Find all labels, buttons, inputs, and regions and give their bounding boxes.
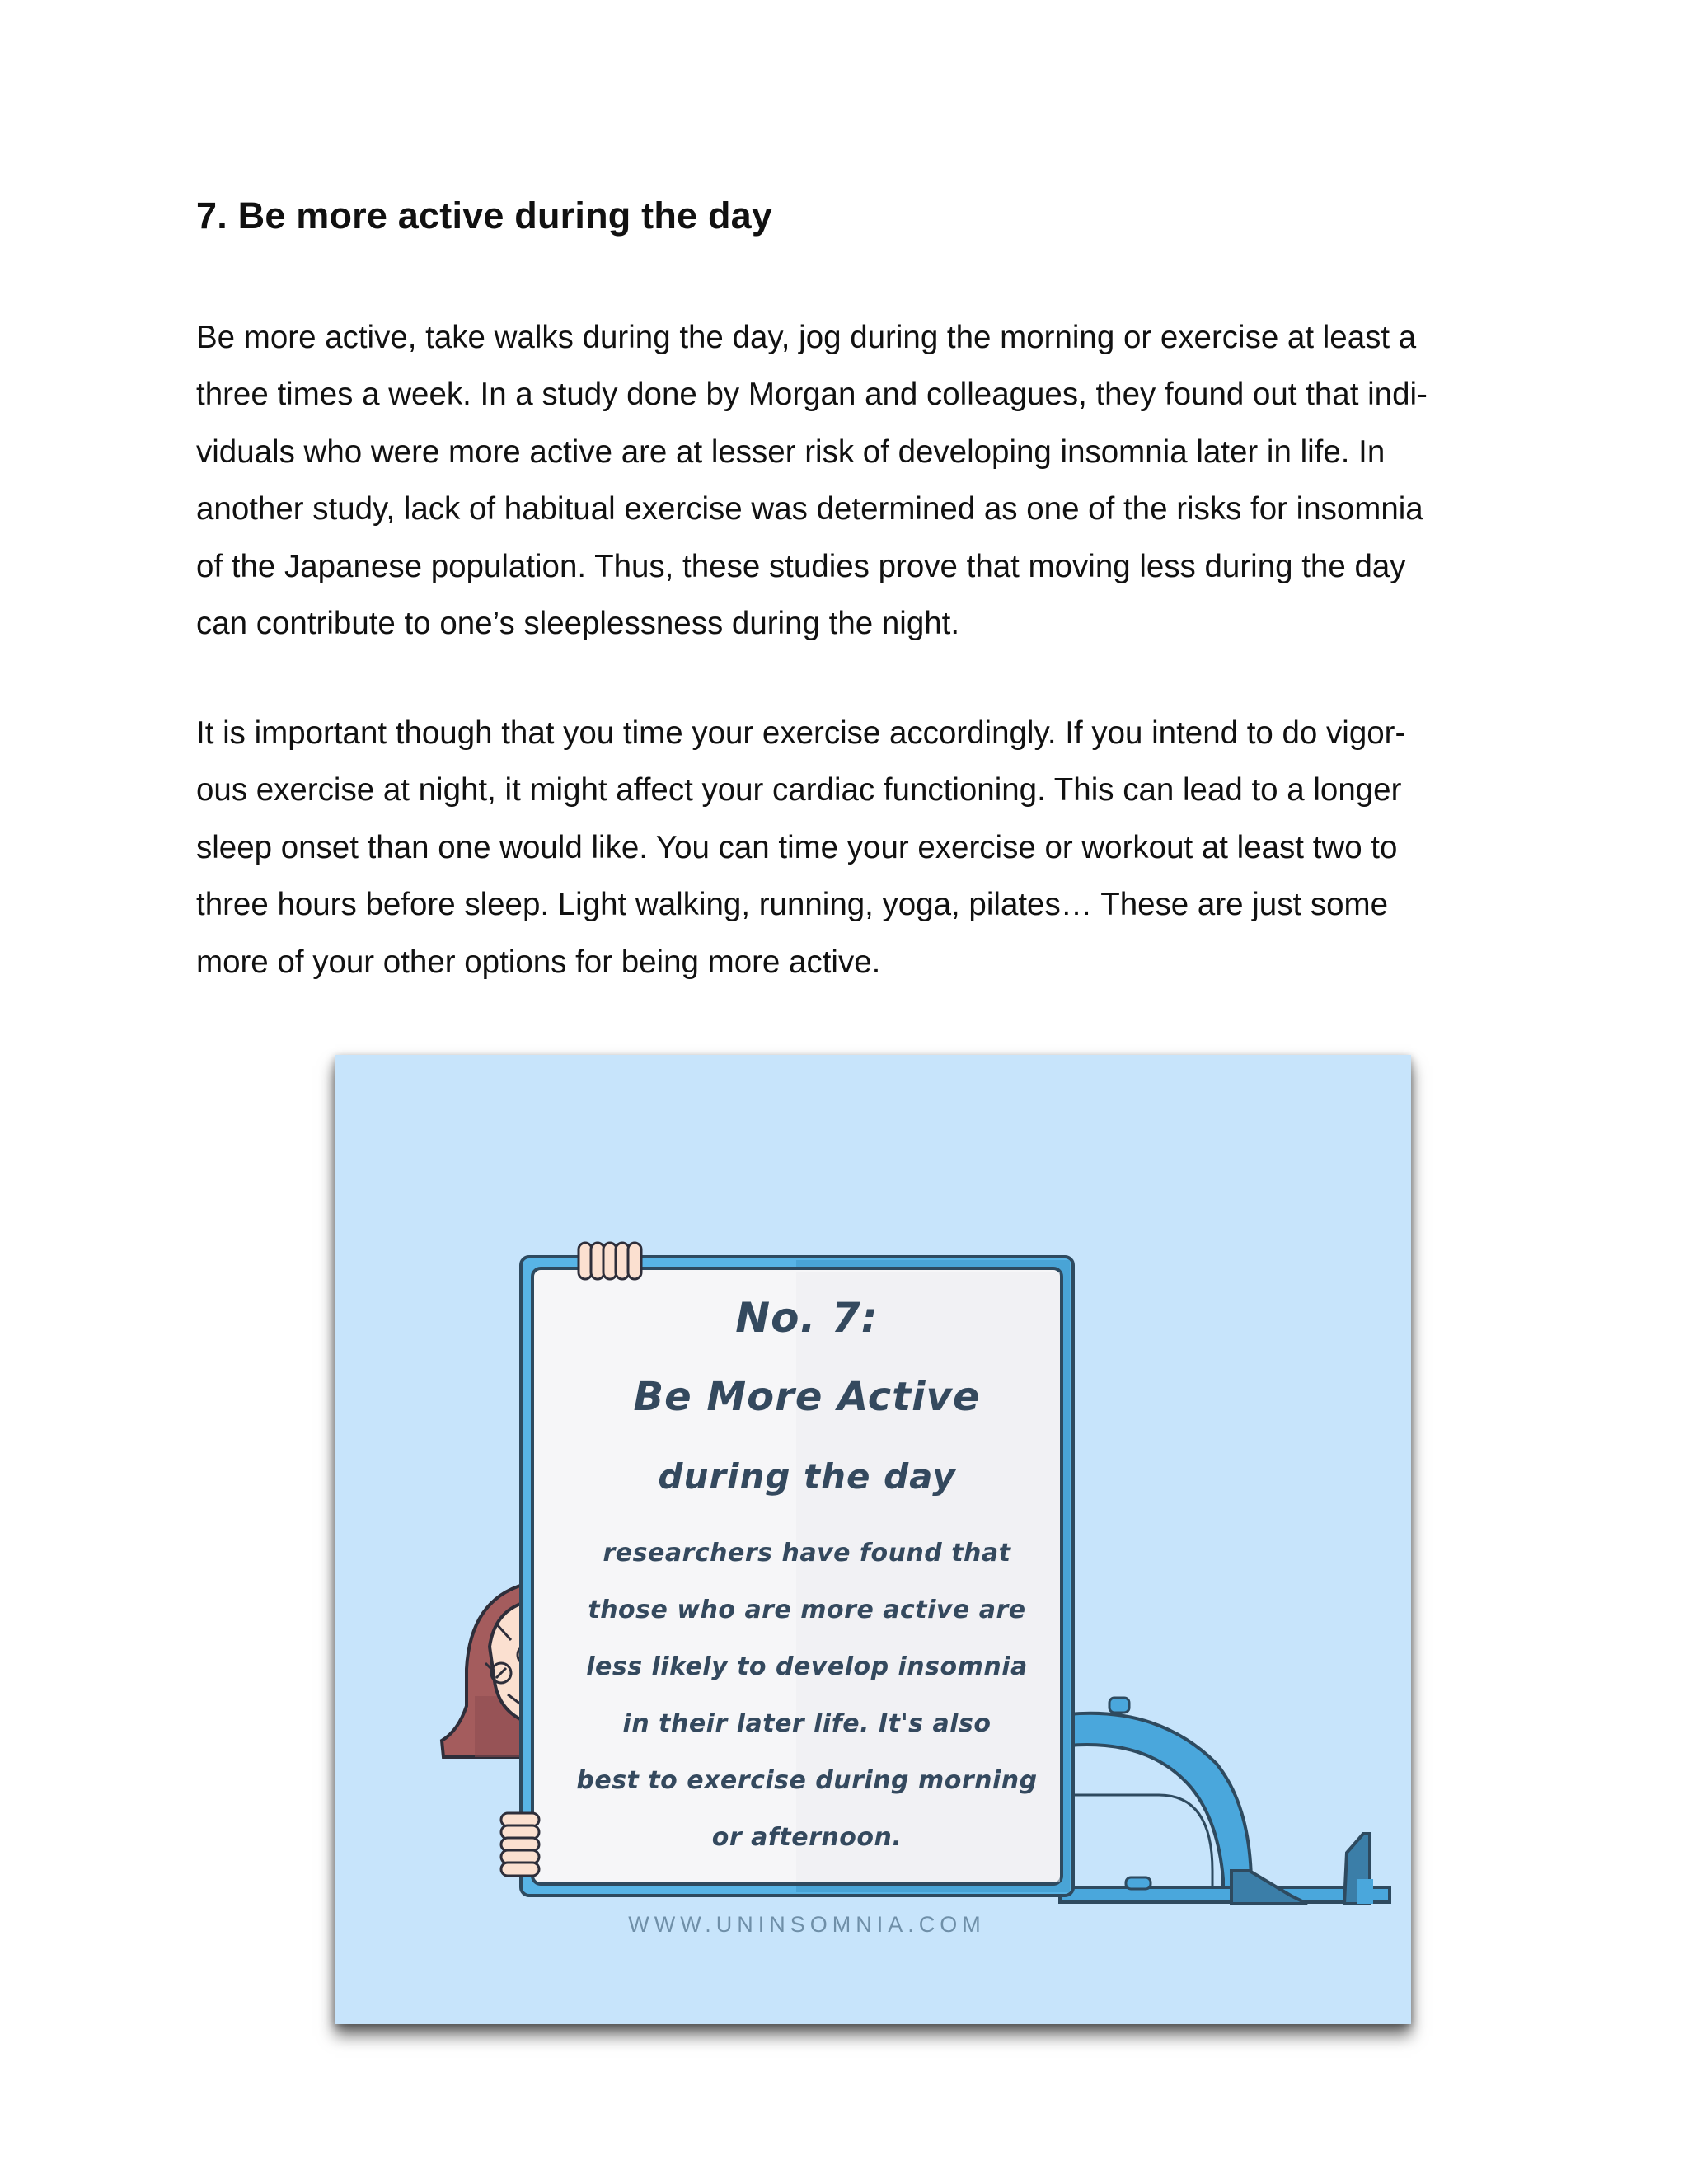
website-url: WWW.UNINSOMNIA.COM xyxy=(628,1912,986,1937)
paragraph-exercise-timing xyxy=(196,705,1482,991)
illustration-subtitle: during the day xyxy=(658,1456,956,1497)
illustration-number: No. 7: xyxy=(735,1294,879,1342)
paragraph-line: three hours before sleep. Light walking, running, yoga, pilates… These are just some xyxy=(196,887,1389,923)
paragraph-line: more of your other options for being more active. xyxy=(196,944,881,980)
illustration-body-line: researchers have found that xyxy=(603,1539,1011,1568)
illustration-body-line: best to exercise during morning xyxy=(576,1766,1038,1795)
paragraph-line: another study, lack of habitual exercise was determined as one of the risks for insomnia xyxy=(196,491,1423,527)
illustration-body-line: or afternoon. xyxy=(711,1823,903,1852)
paragraph-line: ous exercise at night, it might affect your cardiac functioning. This can lead to a longer xyxy=(196,772,1402,808)
section-heading: 7. Be more active during the day xyxy=(196,194,773,237)
illustration-body-line: less likely to develop insomnia xyxy=(586,1652,1028,1681)
paragraph-line: can contribute to one’s sleeplessness during the night. xyxy=(196,606,960,642)
illustration-title: Be More Active xyxy=(633,1374,981,1420)
paragraph-line: sleep onset than one would like. You can time your exercise or workout at least two to xyxy=(196,829,1398,865)
paragraph-exercise-studies xyxy=(196,309,1482,652)
paragraph-line: of the Japanese population. Thus, these studies prove that moving less during the day xyxy=(196,548,1406,584)
paragraph-line: Be more active, take walks during the day, jog during the morning or exercise at least a xyxy=(196,320,1417,355)
paragraph-line: three times a week. In a study done by Morgan and colleagues, they found out that indi- xyxy=(196,377,1428,413)
illustration-be-more-active xyxy=(335,1055,1411,2024)
hand-top-icon xyxy=(579,1243,641,1279)
paragraph-line: It is important though that you time your exercise accordingly. If you intend to do vigor- xyxy=(196,715,1406,751)
illustration-body-line: in their later life. It's also xyxy=(622,1709,992,1738)
illustration-body-line: those who are more active are xyxy=(588,1596,1026,1624)
paragraph-line: viduals who were more active are at lesser risk of developing insomnia later in life. In xyxy=(196,434,1386,470)
exercise-machine-icon xyxy=(1060,1698,1390,1904)
